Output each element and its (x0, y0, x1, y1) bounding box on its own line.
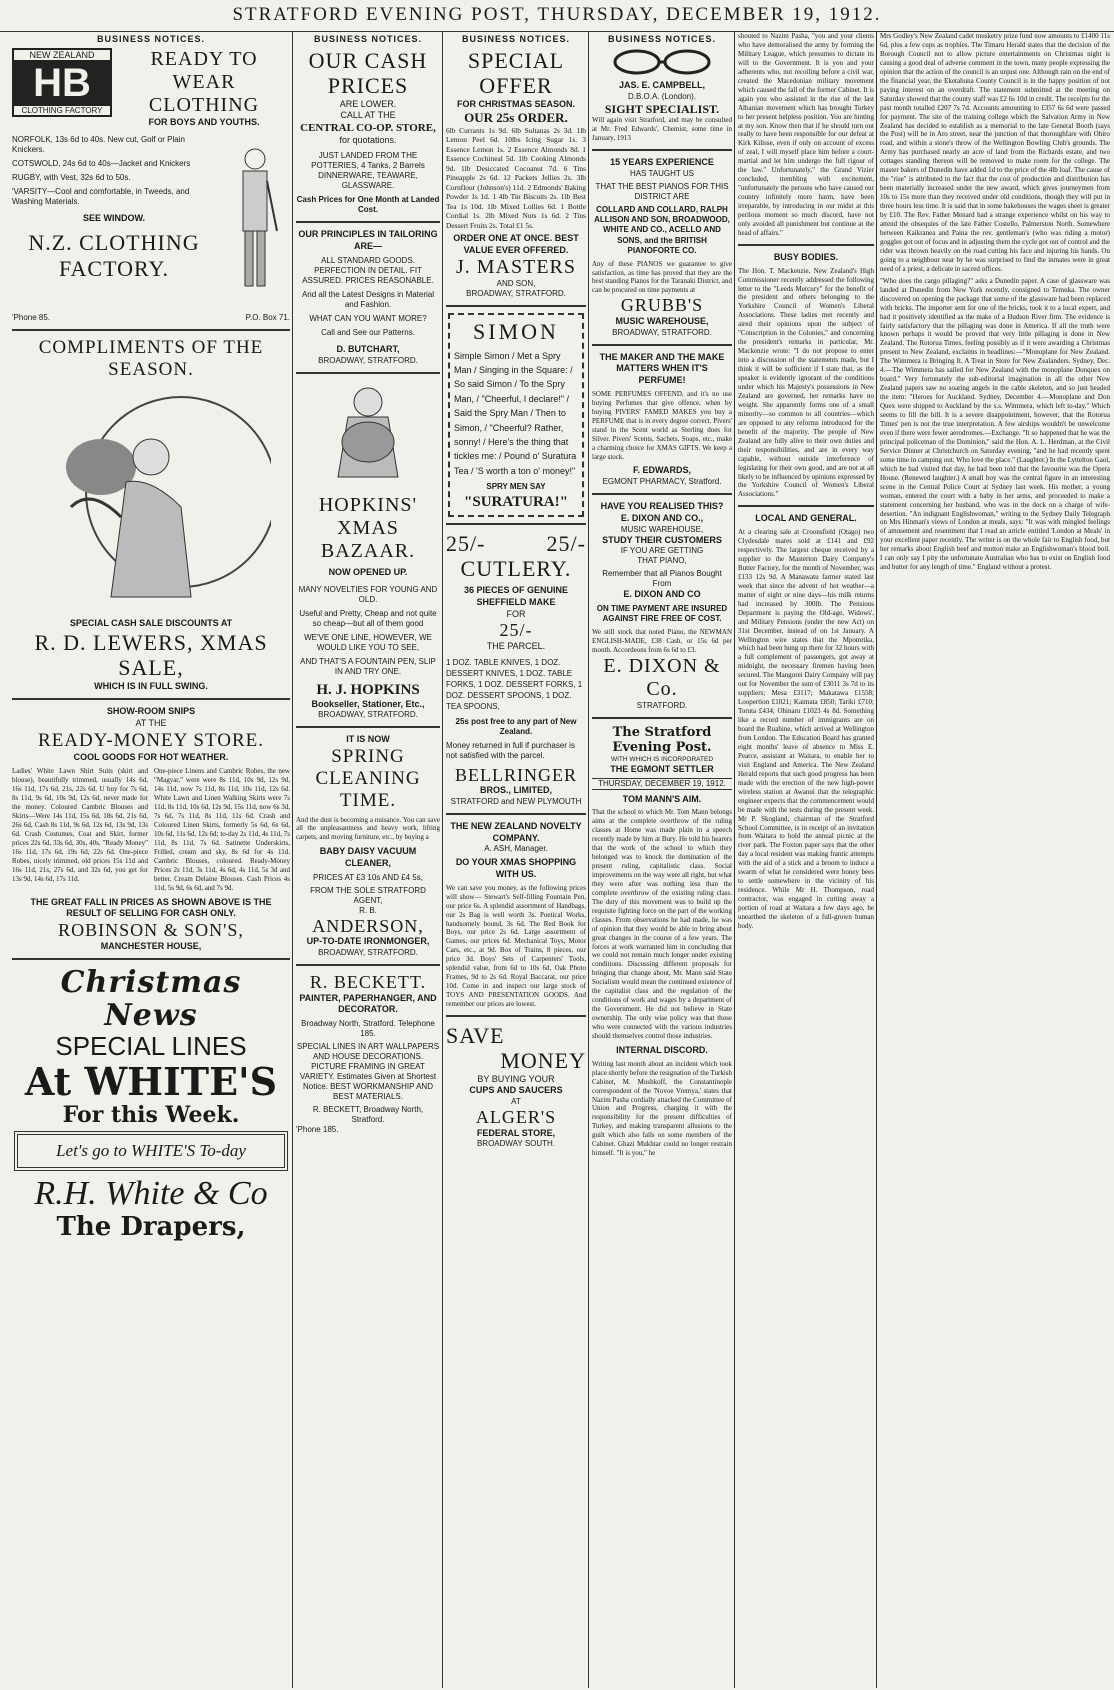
on-time: ON TIME PAYMENT ARE INSURED AGAINST FIRE FREE OF COST. (596, 603, 728, 624)
rb: R. B. (359, 905, 377, 915)
at: AT (511, 1097, 521, 1107)
post-free: 25s post free to any part of New Zealand. (455, 716, 577, 736)
grubbs: GRUBB'S (620, 295, 704, 316)
hj-hopkins: H. J. HOPKINS (316, 681, 420, 698)
varsity-line: 'VARSITY—Cool and comfortable, in Tweeds, and Washing Materials. (12, 186, 190, 206)
spectacles-icon (602, 48, 722, 76)
are-lower: ARE LOWER. (339, 98, 397, 109)
what-more: WHAT CAN YOU WANT MORE? (309, 314, 427, 324)
for-quotations: for quotations. (339, 135, 397, 146)
dust-text: And the dust is becoming a nuisance. You can save all the unpleasantness and heavy work, lifting carpets, and moving furniture, etc., by buying a (296, 815, 440, 842)
column-3 (446, 32, 586, 1686)
nz-clothing-factory: N.Z. CLOTHING FACTORY. (28, 230, 200, 281)
just-landed: JUST LANDED FROM THE POTTERIES, 4 Tanks, 2 Barrels DINNERWARE, TEAWARE, GLASSWARE. (311, 150, 425, 190)
phone-number: 'Phone 185. (296, 1125, 339, 1135)
broadway: BROADWAY, STRATFORD. (318, 355, 418, 365)
column-text-2: "Who does the cargo pillaging?" asks a Dunedin paper. A case of glassware was landed at Dunedin from New York recently, consigned to Temuka. The owner discovered on opening the package that some of the glassware had been replaced with bricks. The importer sent for one of the bricks, took it to a local expert, and had it positively identified as the make of a Hudson River firm. The evidence is fairly satisfactory that the pillaging was done in America. If all the truth were known perhaps it would be proved that very little pillaging is done in New Zealand. The Rotorua Times, feeling possibly as if it were awarding a Christmas present to New Zealand, exclaims in headlines:—"Monoplane for New Zealand. The Wimmera is Bringing It. A Treat in Store for New Zealanders. Sydney, Dec. 4.—The Wimmera has sailed for New Zealand with the monoplane Donquex on board." Very fortunately the sub-editorial imagination in all the other New Zealand papers saw no soaring angels in the cable skeleton, and so just headed the item: "Heroes for Auckland. Sydney, December 4.—Monoplane and Don Quex were shipped to Auckland by the s.s. Wimmera, which left to-day." Which seems to fill the bill. It is a severe disappointment, however, that the Rotorua Times' pen is not the true interpretation. A few airships wouldn't be unwelcome even if there were fewer aerodromes.—Exchange. "It so happened that he was the principal policeman of the Dominion," said the Hon. A. L. Herdman, at the Civil Service Dinner at Christchurch on Saturday evening, "and he had recently spent some time in camping out. Who love the place." (Laughter.) In the Lyttelton Gaol, which he had visited that day, he had been told that the favourite was the Opera House. (Renewed laughter.) A small boy was the central figure in an interesting scene in the Central Police Court at Sydney last week. His mother, a young woman, entered the court with a baby in her arms, and proceeded to make a statement concerning her husband, who was in the dock on a charge of wife-desertion. "An indignant Englishwoman," writing to the Sydney Daily Telegraph on Mrs Hinman's views of London at meals, says: "It was with mingled feelings of amusement and resentment that I read an article entitled 'London at Meals' in your excellent paper recently. The writer is on the whole fair to English food, but her remarks about English beef and mutton make an Englishwoman's blood boil. I can only say I pity the unfortunate Australian who has to exist on English food and butter for any length of time." England without a protest. (880, 276, 1110, 572)
christmas-news-heading: Christmas News (60, 965, 242, 1034)
hb-logo-mark: HB (14, 61, 110, 105)
study: STUDY THEIR CUSTOMERS (602, 534, 722, 545)
order-now: ORDER ONE AT ONCE. BEST VALUE EVER OFFERED. (453, 233, 579, 255)
suratura: "SURATURA!" (464, 493, 568, 510)
cash-prices-heading: OUR CASH PRICES (308, 48, 428, 99)
save: SAVE (446, 1023, 505, 1049)
at-the: AT THE (135, 718, 167, 729)
bellringer-bros: BROS., LIMITED, (480, 785, 552, 796)
for-this-week: For this Week. (62, 1101, 240, 1128)
campbell: JAS. E. CAMPBELL, (618, 80, 705, 90)
special-art: SPECIAL LINES IN ART WALLPAPERS AND HOUSE DECORATIONS. PICTURE FRAMING IN GREAT VARIETY. Estimates Given at Shortest Notice. BEST WORKMANSHIP AND BEST MATERIALS. (296, 1042, 440, 1102)
stratford: STRATFORD. (636, 700, 688, 710)
christmas-season: FOR CHRISTMAS SEASON. (456, 98, 575, 109)
music-wh: MUSIC WAREHOUSE, (620, 524, 704, 534)
if-getting: IF YOU ARE GETTING (620, 546, 704, 556)
cash-month: Cash Prices for One Month at Landed Cost. (296, 194, 440, 214)
at-whites: At WHITE'S (24, 1058, 278, 1104)
the-drapers: The Drapers, (56, 1211, 246, 1242)
goods-list-right: One-piece Linens and Cambric Robes, the new "Magyar," were were 8s 11d, 10s 9d, 12s 9d, 14s 11d, now 7s 11d, 8s 11d, 10s 11d, 12s 6d. White Lawn and Linen Walking Skirts were 7s 11d, 8s 11d, 10s 6d, 12s 9d, 15s 11d, now 6s 3d, 7s 6d, 7s 11d, 8s 11d, 11s 6d. Crash and Coloured Linen Skirts, formerly 5s 6d, 6s 6d, 10s 6d, 11s 6d, 12s 6d; to-day 2s 11d, 4s 11d, 7s 11d, 8s 11d, 7s 6d. Satinette Underskirts, Frilled, cream and sky, 8s 6d for 4s 11d. Cambric Blouses, coloured. Ready-Money Prices 2s 11d, 3s 11d, 4s 6d, 4s 11d, 5s 3d and better. Cream Delaine Blouses. Cash Prices 4s 11d, 5s 9d, 6s 6d, and 7s 9d. (154, 767, 290, 892)
sheffield: 36 PIECES OF GENUINE SHEFFIELD MAKE (463, 585, 569, 607)
special-cash-sale: SPECIAL CASH SALE DISCOUNTS AT (69, 618, 233, 629)
maker-make: THE MAKER AND THE MAKE MATTERS WHEN IT'S PERFUME! (599, 351, 725, 386)
dixon-co: E. DIXON AND CO., (620, 512, 704, 523)
by-buying: BY BUYING YOUR (477, 1073, 555, 1084)
internal-text: Writing last month about an incident which took place shortly before the resignation of the Turkish Cabinet, M. Mushkoff, the Constantinople correspondent of the 'Novoe Vremya,' states that Nazim Pasha cordially attacked the Committee of Union and Progress, charging it with the responsibility for the present difficulties of Turkey, and making transparent allusions to the guilt which also falls on some members of the Cabinet. Ghazi Mukhtar could no longer restrain himself. "It is you," he (592, 1059, 732, 1158)
column-rule (442, 32, 443, 1688)
baby-daisy: BABY DAISY VACUUM CLEANER, (319, 846, 417, 869)
price-right: 25/- (546, 530, 586, 556)
call-at: CALL AT THE (340, 110, 396, 121)
column-rule (734, 32, 735, 1688)
spring-cleaning: SPRING CLEANING TIME. (315, 745, 421, 811)
the-parcel: THE PARCEL. (486, 640, 546, 651)
still-stock: We still stock that noted Piano, the NEWMAN ENGLISH-MADE, £38 Cash, or 15s 6d per month. Accordeons from 6s 6d to £3. (592, 627, 732, 654)
hb-advert (12, 48, 290, 129)
now-opened: NOW OPENED UP. (328, 566, 408, 577)
fountain-pen: AND THAT'S A FOUNTAIN PEN, SLIP IN AND TRY ONE. (300, 656, 436, 676)
column-heading: BUSINESS NOTICES. (461, 34, 570, 44)
broadway-south: BROADWAY SOUTH. (476, 1139, 556, 1149)
novelty-text: We can save you money, as the following prices will show— Stewart's Self-filling Fountain Pen, our price 6s. A splendid assortment of Handbags, our 2s Bag is well worth 3s. Poetical Works, handsomely bound, 3s 6d. The Red Book for Boys, our price 2s 6d. Large assortment of Games, our prices 6d. Mechanical Toys, Motor Cars, etc., at 9d. Box of Trains, 8 pieces, our price 3d. Boys' Sets of Carpenters' Tools, splendid value, from 6d to 10s 6d. Oak Photo Frames, 9d to 2s 6d. Royal Baccarat, our price 10d. Come in and inspect our large stock of TOYS AND PRESENTATION GOODS. And remember our prices are lowest. (446, 883, 586, 1009)
see-window: SEE WINDOW. (82, 212, 145, 223)
dixon-and: E. DIXON AND CO (623, 589, 701, 600)
column-4 (592, 32, 732, 1686)
broadway: BROADWAY, STRATFORD. (466, 289, 566, 299)
painter: PAINTER, PAPERHANGER, AND DECORATOR. (299, 992, 437, 1015)
cups-saucers: CUPS AND SAUCERS (469, 1085, 563, 1096)
dboa: D.B.O.A. (London). (627, 91, 697, 101)
sight-text: Will again visit Stratford, and may be consulted at Mr. Fred Edwards', Chemist, some time in January, 1913 (592, 116, 732, 142)
phone-number: 'Phone 85. (12, 312, 51, 322)
column-rule (876, 32, 877, 1688)
ash-manager: A. ASH, Manager. (484, 844, 548, 854)
cool-goods: COOL GOODS FOR HOT WEATHER. (73, 751, 229, 762)
po-box: P.O. Box 71. (245, 312, 290, 322)
ready-money-store: READY-MONEY STORE. (38, 729, 264, 751)
column-6 (880, 32, 1110, 1686)
latest-designs: And all the Latest Designs in Material and Fashion. (301, 290, 435, 310)
cotswold-line: COTSWOLD, 24s 6d to 40s—Jacket and Knickers (12, 158, 191, 168)
hb-logo-bottom: CLOTHING FACTORY (14, 105, 110, 115)
hopkins-xmas-bazaar: HOPKINS' XMAS BAZAAR. (318, 493, 418, 562)
edwards: F. EDWARDS, (632, 465, 691, 476)
dateline: THURSDAY, DECEMBER 19, 1912. (592, 778, 732, 790)
rh-white-co: R.H. White & Co (34, 1175, 268, 1213)
full-swing: WHICH IS IN FULL SWING. (94, 680, 208, 691)
money: MONEY (500, 1048, 586, 1074)
standard-goods: ALL STANDARD GOODS. PERFECTION IN DETAIL. FIT ASSURED. PRICES REASONABLE. (302, 256, 434, 286)
season-illustration (26, 384, 276, 614)
simon-poem: Simple Simon / Met a Spry Man / Singing in the Square: / So said Simon / To the Spry Man, / "Cheerful, I declare!" / Said the Spry Man / Then to Simon, / "Cheerful? Rather, sonny! / Here's the thing that tickles me: / Pound o' Suratura Tea / 'S worth a ton o' money!" (454, 350, 577, 476)
daisy-prices: PRICES AT £3 10s AND £4 5s, (313, 872, 423, 882)
xmas-shopping: DO YOUR XMAS SHOPPING WITH US. (455, 857, 577, 880)
piano-makers: COLLARD AND COLLARD, RALPH ALLISON AND SON, BROADWOOD, WHITE AND CO., ACELLO AND SONS, and the BRITISH PIANOFORTE CO. (594, 204, 730, 256)
great-fall-notice: THE GREAT FALL IN PRICES AS SHOWN ABOVE IS THE RESULT OF SELLING FOR CASH ONLY. (30, 896, 272, 919)
lewers-xmas-sale: R. D. LEWERS, XMAS SALE, (34, 630, 268, 681)
paper-title: The Stratford Evening Post. (612, 724, 712, 756)
central-coop: CENTRAL CO-OP. STORE, (300, 121, 436, 134)
busy-bodies-text: The Hon. T. Mackenzie, New Zealand's High Commissioner recently addressed the following letter to the "Leeds Mercury" for the benefit of the president and others belonging to the Yorkshire Council of Women's Liberal Associations. These ladies met recently and aired their opinions upon the subject of "Conscription in the Colonies," and concerning the president's remarks in particular, Mr. Mackenzie wrote: "I do not propose to enter into a discussion of the statements made, but I think it will be sufficient if I state that, as the speaker is evidently ignorant of the conditions under which his Majesty's possessions in New Zealand are governed, her remarks have no weight. She apparently forms one of a small minority—so common to all countries—which are opposed to any reforms introduced for the benefit of the majority. The people of New Zealand are fully alive to their own duties and their responsibilities, and are in every way capable, without outside interference of legislating for their own good, and are not at all likely to be influenced by opinions expressed by the Yorkshire Council of Women's Liberal Associations." (738, 266, 874, 499)
compliments-heading: COMPLIMENTS OF THE SEASON. (38, 336, 264, 380)
sole-agent: FROM THE SOLE STRATFORD AGENT, (310, 885, 426, 905)
algers: ALGER'S (475, 1107, 557, 1128)
for: FOR (506, 608, 526, 619)
cutlery: CUTLERY. (460, 555, 572, 581)
bellringer: BELLRINGER (455, 764, 577, 785)
realised: HAVE YOU REALISED THIS? (600, 501, 724, 512)
local-general-text: At a clearing sale at Croonsfield (Otago) two Clydesdale mares sold at £141 and £92 respectively. The largest cheque received by a supplier to the Masterton Dairy Company's Butter Factory, for the month of November, was £133 12s 9d. A Manawatu farmer stated last week that since the advent of hot weather—a matter of eight or nine days—his milk returns had increased by 300lb. The Pensions Department is paying the Old-age, Widows', and Military Pensions (under the new Act) on 31st December, instead of on 1st January. A Wellington wire states that the Mpomrika, which had been hung up there for 32 hours with a full complement of passengers, got away at midnight, the necessary firemen having been secured. The Mangorei Dairy Company will pay out for November the sum of £3011 3s 7d to its suppliers; Mesa £3117; Makatawa £1558; Loopertion £1021; Kaimata £850; Tariki £710; Toruta £434; Ohinaru £1023 4s 8d. Something like a record number of immigrants are on board the Ruahine, which arrived at Wellington from London. The Education Board has granted eight months' leave of absence to Miss E. Pearce, assistant at Waitara, to enable her to visit England and America. The New Zealand Herald reports that such good progress has been made with the erection of the new high-power wireless station at Awanui that the telegraphic engineer expects that the commencement would be made with the tests during the present week. Mr P. Skogland, chairman of the Stratford School Committee, is in receipt of an invitation from Waitara to hold the annual picnic at the river park. The Foxton paper says that the other day a local resident was making frantic attempts with the aid of a stick and a broom to induce a swarm of what he considered were honey bees to settle somewhere in the vicinity of his residence. While Mr H. Thompson, road contractor, was engaged in cutting away a portion of road at Waitara a few days ago, he unearthed the skeleton of a full-grown human body. (738, 528, 874, 931)
hb-logo-top: NEW ZEALAND (14, 50, 110, 61)
spry-men-say: SPRY MEN SAY (486, 482, 546, 492)
broadway: BROADWAY, STRATFORD. (318, 948, 418, 958)
tom-mann-text: That the school to which Mr. Tom Mann belongs aims at the complete overthrow of the ruling classes at Home was made plain in a speech recently made by him at Bury. He told his hearers that the work of the school to which they belonged was to knock the domination of the present ruling, capitalistic class. Social improvements on the way were all right, but what they were after was nothing less than the complete overthrow of the existing ruling class. The duty of this movement was to build up the requisite fighting force on the part of the working classes. From observations he had made, he was of opinion that they would be able to bring about great changes in the course of a few years. The forces at work warranted him in concluding that we could not remain much longer under existing conditions. Discussing different proposals for bringing that change about, Mr. Mann said State Socialism would mean the continued existence of the capitalist class and the regulation of the conditions of work and wages by a department of the Government. He did not believe in State ownership. The only wise policy was that those who were connected with the various industries should themselves control those industries. (592, 808, 732, 1041)
showroom-snips: SHOW-ROOM SNIPS (106, 706, 196, 717)
experience: 15 YEARS EXPERIENCE (610, 156, 714, 167)
column-heading: BUSINESS NOTICES. (607, 34, 716, 44)
egmont-pharmacy: EGMONT PHARMACY, Stratford. (602, 477, 722, 487)
robinson-sons: ROBINSON & SON'S, (58, 919, 244, 940)
principles: OUR PRINCIPLES IN TAILORING ARE— (298, 228, 438, 251)
taught: HAS TAUGHT US (629, 168, 694, 178)
tom-mann-heading: TOM MANN'S AIM. (622, 793, 702, 804)
with-which: WITH WHICH IS INCORPORATED (610, 755, 714, 763)
cutlery-items: 1 DOZ. TABLE KNIVES, 1 DOZ. DESSERT KNIVES, 1 DOZ. TABLE FORKS, 1 DOZ. DESSERT FORKS, 1 DOZ. DESSERT SPOONS, 1 DOZ. TEA SPOONS, (446, 657, 583, 712)
simon-title: SIMON (473, 319, 559, 345)
egmont-settler: THE EGMONT SETTLER (610, 763, 714, 774)
call-patterns: Call and See our Patterns. (321, 328, 415, 338)
continued-text: shouted to Nazim Pasha, "you and your clients who have demoralised the army by forming the Military League, which presumes to dictate its will to the Government. It is you and your adherents who, not recoiling before a civil war, created the Macedonian military movement which caused the fall of the former Cabinet. It is again you who assisted in the rise of the last Albanian movement which has brought Turkey to her present helpless position. You are hinting at my son. Know then that if he should turn out really to have been responsible for our defeat at Kirk Kilisse, even if only on account of excess of zeal, I will myself place him before a court-martial and let him undergo the full rigour of the law." Unfortunately," the Grand Vizier concluded, trembling with excitement, "unfortunately the persons who have caused our country infinitely more harm, have been irreparable, by introducing in our midst at this perilous moment so much discord, have not only avoided all punishment but continue at the head of affairs." (738, 32, 874, 237)
ironmonger: UP-TO-DATE IRONMONGER, (306, 936, 430, 947)
bookseller: Bookseller, Stationer, Etc., (311, 698, 425, 709)
goods-list-left: Ladies' White Lawn Shirt Suits (skirt and blouse), beautifully trimmed, usually 14s 6d, 16s 11d, 17s 6d, 21s, 22s 6d. U buy for 7s 6d, 8s 11d, 9s 6d, 10s 9d, 12s 6d, never made for the money. Coloured Cambric Blouses and Skirts—Were 14s 11d, 15s 6d, 18s 6d, 21s 6d, 26s 6d, Cash 8s 11d, 9s 6d, 12s 6d, 13s 9d, 13s 6d. Crash Costumes, Coat and Skirt, former prices 22s 6d, 33s 6d, 30s, 40s. "Ready Money" 16s 11d, 17s 6d, 19s 6d, 22s 6d. One-piece Robes, nicely trimmed, old prices 15s 11d and 16s 11d, 21s, 27s 6d, and 32s 6d, you get for 13s 9d, 14s 6d, 17s 11d. (12, 767, 148, 883)
music-warehouse: MUSIC WAREHOUSE, (615, 316, 709, 327)
column-text-1: Mrs Godley's New Zealand cadet musketry prize fund now amounts to £1400 11s 6d, plus a few cups as trophies. The Timaru Herald states that the decision of the Borough Council not to allow picture entertainments on Christmas night is causing a good deal of adverse comment in the town, many people expressing the opinion that the action of the council is an unjust one. Although rain on the end of the financial year, the Eketahuna County Council is in the happy position of not paying interest on an overdraft. The statement submitted at the meeting on Saturday showed that the county staff was £2 6s 10d in credit. The receipts for the past month totalled £207 7s 7d. Accounts amounting to £357 6s 6d were passed for payment. The site of the training college which the Salvation Army in New Zealand has decided to establish as a memorial to the late General Booth (says the Post) will be in Aro street, near the junction of that thoroughfare with Ohiro road, and within a stone's throw of the Wellington Bowling Club's grounds. The Army has purchased nearly an acre of land from the Richards estate, and two cottages standing thereon will be removed to make room for the college. The master bakers of Dunedin have added 1d to the price of the 4lb loaf. The cause of the "rise" is attributed to the fact that the cost of production and distribution has been materially increased under the new award, which gives journeymen from 10s to 15s more than they received under old conditions, though they will put in three hours less time. It is said that in some bakehouses the wages sheet is greater by £10. The Rev. Father Menard had a strange experience whilst on his way to attend the obsequies of the late Father Costello, Palmerston North. Somewhere between Kaikranea and Paina the rev. gentleman's (who was riding a motor) goggles got out of focus and in adjusting them the cycle got out of control and the rider was thrown heavily on the road cutting his face and injuring his hands. On going to a neighbour near by he was surprised to find the inmates were in great need of a priest, a delicate in sacred offices. (880, 32, 1110, 273)
column-heading: BUSINESS NOTICES. (313, 34, 422, 44)
price-25: 25/- (499, 620, 533, 641)
stratford-plymouth: STRATFORD and NEW PLYMOUTH (450, 796, 582, 806)
it-is-now: IT IS NOW (346, 734, 390, 745)
price-left: 25/- (446, 530, 486, 556)
santa-illustration (323, 380, 413, 490)
broadway: BROADWAY, STRATFORD. (318, 710, 418, 720)
boy-figure-illustration (220, 139, 290, 309)
lets-go-to-whites: Let's go to WHITE'S To-day (14, 1131, 288, 1171)
beckett-signature: R. BECKETT, Broadway North, Stratford. (312, 1105, 424, 1125)
perfume-text: SOME PERFUMES OFFEND, and it's no use buying Perfumes that give offence, when by buying PIVERS' FAMED MAKES you buy a PERFUME that is in every degree correct. Pivers' stand in the Scent world as Sterling does for Silver. Pivers' Scents, Sachets, Soaps, etc., make a charming choice for XMAS GIFTS. We keep a large stock. (592, 389, 732, 461)
column-heading: BUSINESS NOTICES. (96, 34, 205, 44)
simon-advert (448, 313, 584, 516)
useful-pretty: Useful and Pretty, Cheap and not quite so cheap—but all of them good (299, 608, 437, 628)
nz-novelty: THE NEW ZEALAND NOVELTY COMPANY. (450, 820, 582, 843)
novelties: MANY NOVELTIES FOR YOUNG AND OLD. (298, 584, 438, 604)
federal-store: FEDERAL STORE, (476, 1127, 556, 1138)
internal-discord: INTERNAL DISCORD. (616, 1045, 708, 1055)
order-25: OUR 25s ORDER. (464, 110, 568, 126)
manchester-house: MANCHESTER HOUSE, (100, 940, 202, 951)
hb-logo (12, 48, 112, 117)
anderson: ANDERSON, (312, 915, 424, 936)
masters: J. MASTERS (455, 256, 577, 279)
ready-to-wear-sub: FOR BOYS AND YOUTHS. (148, 117, 260, 127)
that-piano: THAT PIANO, (637, 556, 687, 566)
dixon-big: E. DIXON & Co. (603, 654, 721, 700)
one-line: WE'VE ONE LINE, HOWEVER, WE WOULD LIKE YOU TO SEE, (304, 632, 432, 652)
remember: Remember that all Pianos Bought From (602, 569, 722, 589)
ready-to-wear-title: READY TO WEAR CLOTHING (148, 48, 260, 116)
norfolk-line: NORFOLK, 13s 6d to 40s. New cut, Golf or Plain Knickers. (12, 134, 185, 154)
column-rule (292, 32, 293, 1688)
special-offer: SPECIAL OFFER (467, 48, 565, 99)
any-pianos: Any of these PIANOS we guarantee to give satisfaction, as time has proved that they are the best standing Pianos for the Taranaki District, and can be procured on time payments at (592, 259, 732, 295)
special-lines: SPECIAL LINES (55, 1031, 247, 1062)
busy-bodies: BUSY BODIES. (773, 251, 839, 262)
beckett: R. BECKETT. (309, 972, 427, 993)
rugby-line: RUGBY, with Vest, 32s 6d to 50s. (12, 172, 131, 182)
and-son: AND SON, (496, 279, 536, 289)
column-rule (588, 32, 589, 1688)
column-5 (738, 32, 874, 1686)
best-pianos: THAT THE BEST PIANOS FOR THIS DISTRICT ARE (595, 181, 729, 201)
local-general: LOCAL AND GENERAL. (755, 513, 857, 524)
order-items: 6lb Currants 1s 9d. 6lb Sultanas 2s 3d. 1lb Lemon Peel 6d. 10lbs Icing Sugar 1s. 3 Essence Lemon 1s. 2 Essence Almonds 8d. 1 Essence Cochineal 5d. 1lb Cooking Almonds 9d. 1lb Desiccated Cocoanut 7d. 6 Tins Pineapple 2s 6d. 12 Packets Jellies 2s. 3lb Cornflour (Johnson's) 11d. 2 Edmonds' Baking Powder 1s 1d. 1 4lb Tin Biscuits 2s. 1lb Best Tea 1s 10d. 1lb Mixed Lollies 6d. 1 Bottle Cordial 1s. 2lb Mixed Nuts 1s 6d. 2 Tins Dessert Fruits 2s. Total £1 5s. (446, 125, 586, 230)
masthead: STRATFORD EVENING POST, THURSDAY, DECEMBER 19, 1912. (232, 4, 882, 25)
butchart: D. BUTCHART, (336, 344, 400, 355)
broadway: BROADWAY, STRATFORD. (612, 327, 712, 337)
sight-specialist: SIGHT SPECIALIST. (604, 101, 720, 116)
column-1 (12, 32, 290, 1686)
column-2 (296, 32, 440, 1686)
money-returned: Money returned in full if purchaser is not satisfied with the parcel. (446, 740, 575, 760)
broadway-north: Broadway North, Stratford. Telephone 185. (301, 1019, 435, 1039)
